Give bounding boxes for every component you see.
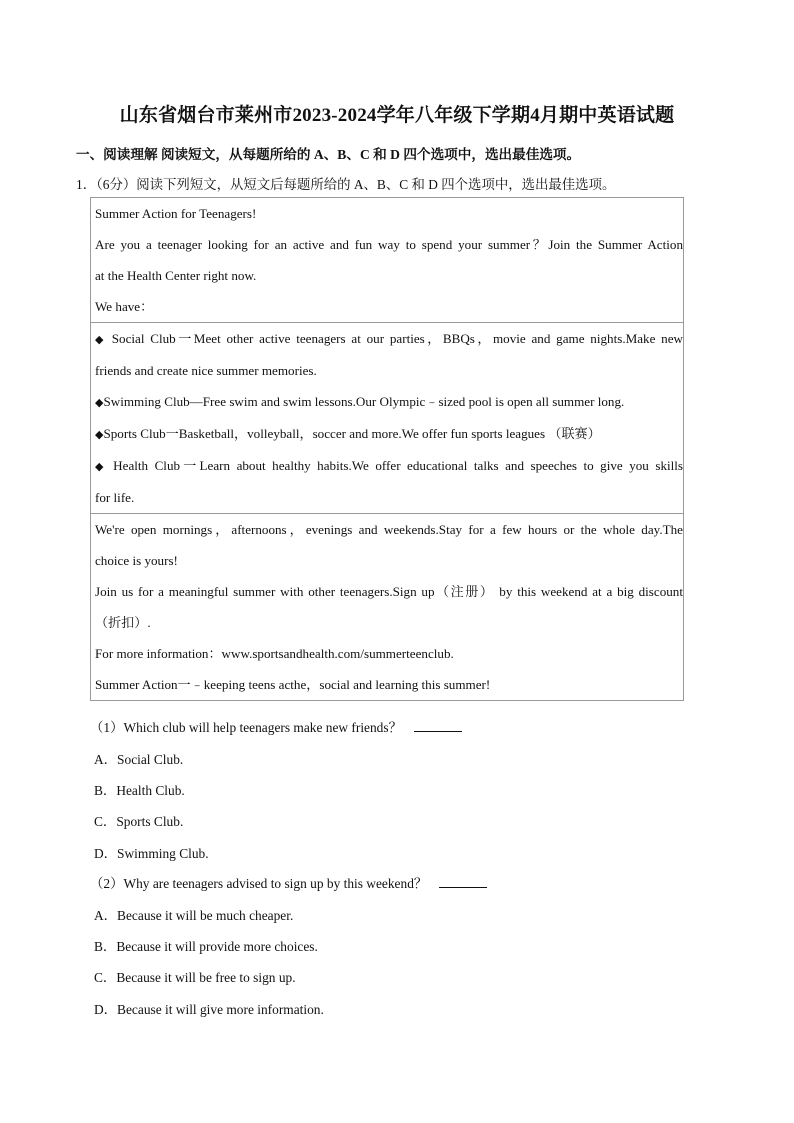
passage-text-line: Join us for a meaningful summer with other teenagers.Sign up（注册） by this weekend at a big discount [95, 584, 683, 599]
passage-table [90, 197, 684, 701]
club-text: Sports Club一Basketball，volleyball，soccer and more.We offer fun sports leagues （联赛） [103, 426, 601, 441]
passage-clubs-cell [91, 322, 683, 513]
diamond-bullet-icon: ◆ [95, 396, 104, 409]
club-item-health [95, 450, 683, 482]
question-stem: （1）Which club will help teenagers make new friends？ [90, 717, 462, 736]
club-text: Swimming Club—Free swim and swim lessons.Our Olympic﹣sized pool is open all summer long. [103, 394, 625, 409]
club-item-swimming [95, 386, 683, 418]
question-stem: （2）Why are teenagers advised to sign up by this weekend？ [90, 873, 487, 892]
passage-heading: Summer Action for Teenagers! [95, 206, 257, 221]
document-title: 山东省烟台市莱州市2023-2024学年八年级下学期4月期中英语试题 [119, 105, 675, 126]
passage-text-line: （折扣）. [95, 615, 151, 630]
club-text-continued: friends and create nice summer memories. [95, 363, 317, 378]
question-option[interactable]: A．Social Club. [94, 752, 184, 767]
passage-text-line: choice is yours! [95, 553, 178, 568]
club-text: Health Club一Learn about healthy habits.We offer educational talks and speeches to give you skills [106, 458, 683, 473]
diamond-bullet-icon: ◆ [95, 333, 106, 346]
answer-blank[interactable] [414, 718, 462, 732]
diamond-bullet-icon: ◆ [95, 460, 107, 473]
passage-text-line: at the Health Center right now. [95, 268, 257, 283]
passage-text-line: For more information：www.sportsandhealth.com/summerteenclub. [95, 646, 454, 661]
question-option[interactable]: C．Because it will be free to sign up. [94, 970, 296, 985]
question-option[interactable]: B．Health Club. [94, 783, 185, 798]
passage-text-line: We're open mornings，afternoons，evenings and weekends.Stay for a few hours or the whole day.The [95, 522, 683, 537]
club-item-social [95, 323, 683, 355]
passage-intro-cell [91, 198, 683, 322]
question-option[interactable]: A．Because it will be much cheaper. [94, 908, 294, 923]
club-text: Social Club一Meet other active teenagers at our parties，BBQs，movie and game nights.Make new [105, 331, 683, 346]
question-option[interactable]: C．Sports Club. [94, 814, 184, 829]
club-item-sports [95, 418, 683, 450]
question-option[interactable]: D．Swimming Club. [94, 846, 209, 861]
passage-text-line: Summer Action一﹣keeping teens acthe，social and learning this summer! [95, 677, 491, 692]
passage-info-cell [91, 513, 683, 700]
question-intro: 1．（6分）阅读下列短文，从短文后每题所给的 A、B、C 和 D 四个选项中，选出最佳选项。 [76, 177, 616, 192]
passage-text-line: Are you a teenager looking for an active and fun way to spend your summer？Join the Summer Action [95, 237, 683, 252]
club-text-continued: for life. [95, 490, 135, 505]
passage-text-line: We have： [95, 299, 154, 314]
answer-blank[interactable] [439, 874, 487, 888]
section-heading: 一、阅读理解 阅读短文，从每题所给的 A、B、C 和 D 四个选项中，选出最佳选项。 [76, 147, 581, 162]
question-option[interactable]: B．Because it will provide more choices. [94, 939, 318, 954]
diamond-bullet-icon: ◆ [95, 428, 104, 441]
question-option[interactable]: D．Because it will give more information. [94, 1002, 324, 1017]
